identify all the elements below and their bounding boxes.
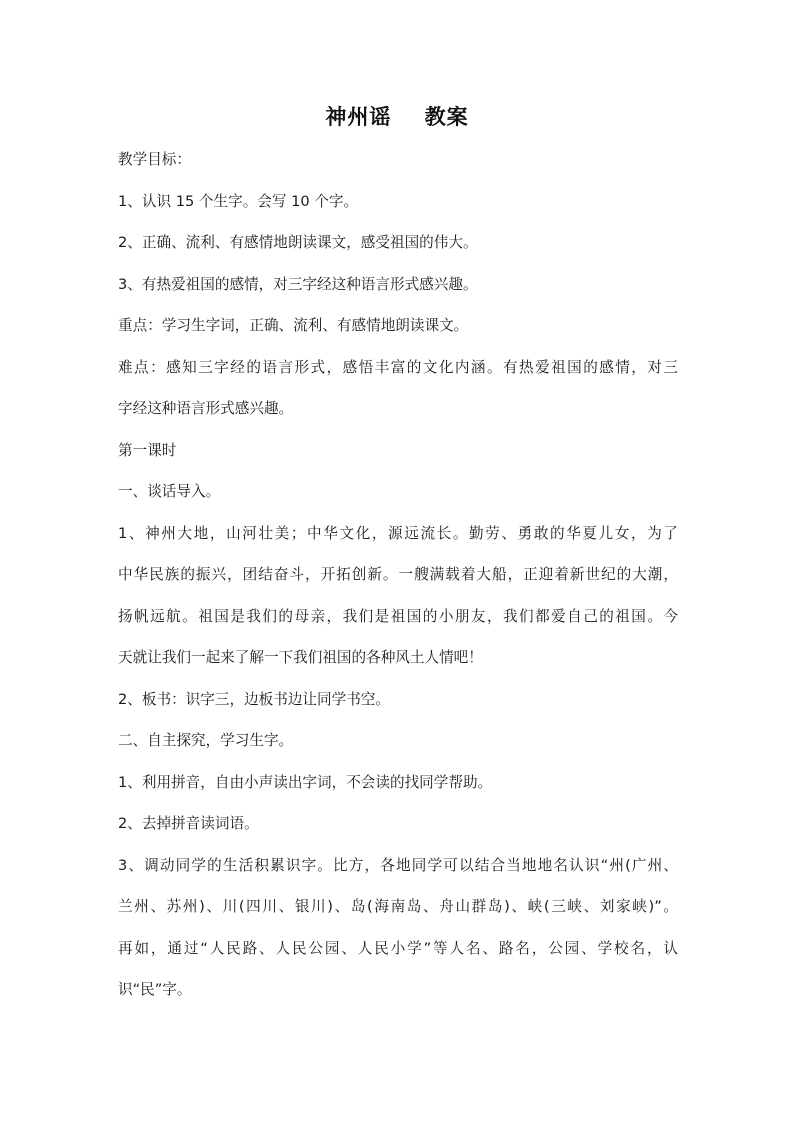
paragraph-line: 2、正确、流利、有感情地朗读课文，感受祖国的伟大。 [118, 234, 478, 251]
paragraph-line: 3、有热爱祖国的感情，对三字经这种语言形式感兴趣。 [118, 275, 478, 293]
paragraph-line: 天就让我们一起来了解一下我们祖国的各种风土人情吧！ [118, 649, 483, 666]
paragraph-line: 一、谈话导入。 [118, 483, 221, 500]
paragraph-line: 教学目标： [118, 151, 191, 168]
paragraph-line: 难点：感知三字经的语言形式，感悟丰富的文化内涵。有热爱祖国的感情，对三 [118, 358, 678, 376]
paragraph-line: 1、神州大地，山河壮美；中华文化，源远流长。勤劳、勇敢的华夏儿女，为了 [118, 524, 678, 542]
paragraph-line: 二、自主探究，学习生字。 [118, 732, 294, 749]
paragraph-line: 字经这种语言形式感兴趣。 [118, 400, 294, 417]
paragraph-line: 第一课时 [118, 441, 177, 459]
paragraph-line: 重点：学习生字词，正确、流利、有感情地朗读课文。 [118, 317, 469, 334]
paragraph-line: 再如，通过“人民路、人民公园、人民小学”等人名、路名，公园、学校名，认 [118, 939, 678, 957]
paragraph-line: 识“民”字。 [118, 981, 192, 998]
paragraph-line: 1、认识 15 个生字。会写 10 个字。 [118, 192, 359, 210]
paragraph-line: 3、调动同学的生活积累识字。比方，各地同学可以结合当地地名认识“州(广州、 [118, 856, 678, 874]
paragraph-line: 兰州、苏州)、川(四川、银川)、岛(海南岛、舟山群岛)、峡(三峡、刘家峡)”。 [118, 898, 678, 915]
document-title: 神州谣 教案 [325, 105, 469, 129]
paragraph-line: 2、板书：识字三，边板书边让同学书空。 [118, 690, 390, 708]
paragraph-line: 1、利用拼音，自由小声读出字词，不会读的找同学帮助。 [118, 773, 493, 791]
paragraph-line: 2、去掉拼音读词语。 [118, 815, 259, 832]
paragraph-line: 扬帆远航。祖国是我们的母亲，我们是祖国的小朋友，我们都爱自己的祖国。今 [118, 607, 678, 625]
document-body [118, 144, 678, 1016]
paragraph-line: 中华民族的振兴，团结奋斗，开拓创新。一艘满载着大船，正迎着新世纪的大潮， [118, 566, 678, 583]
